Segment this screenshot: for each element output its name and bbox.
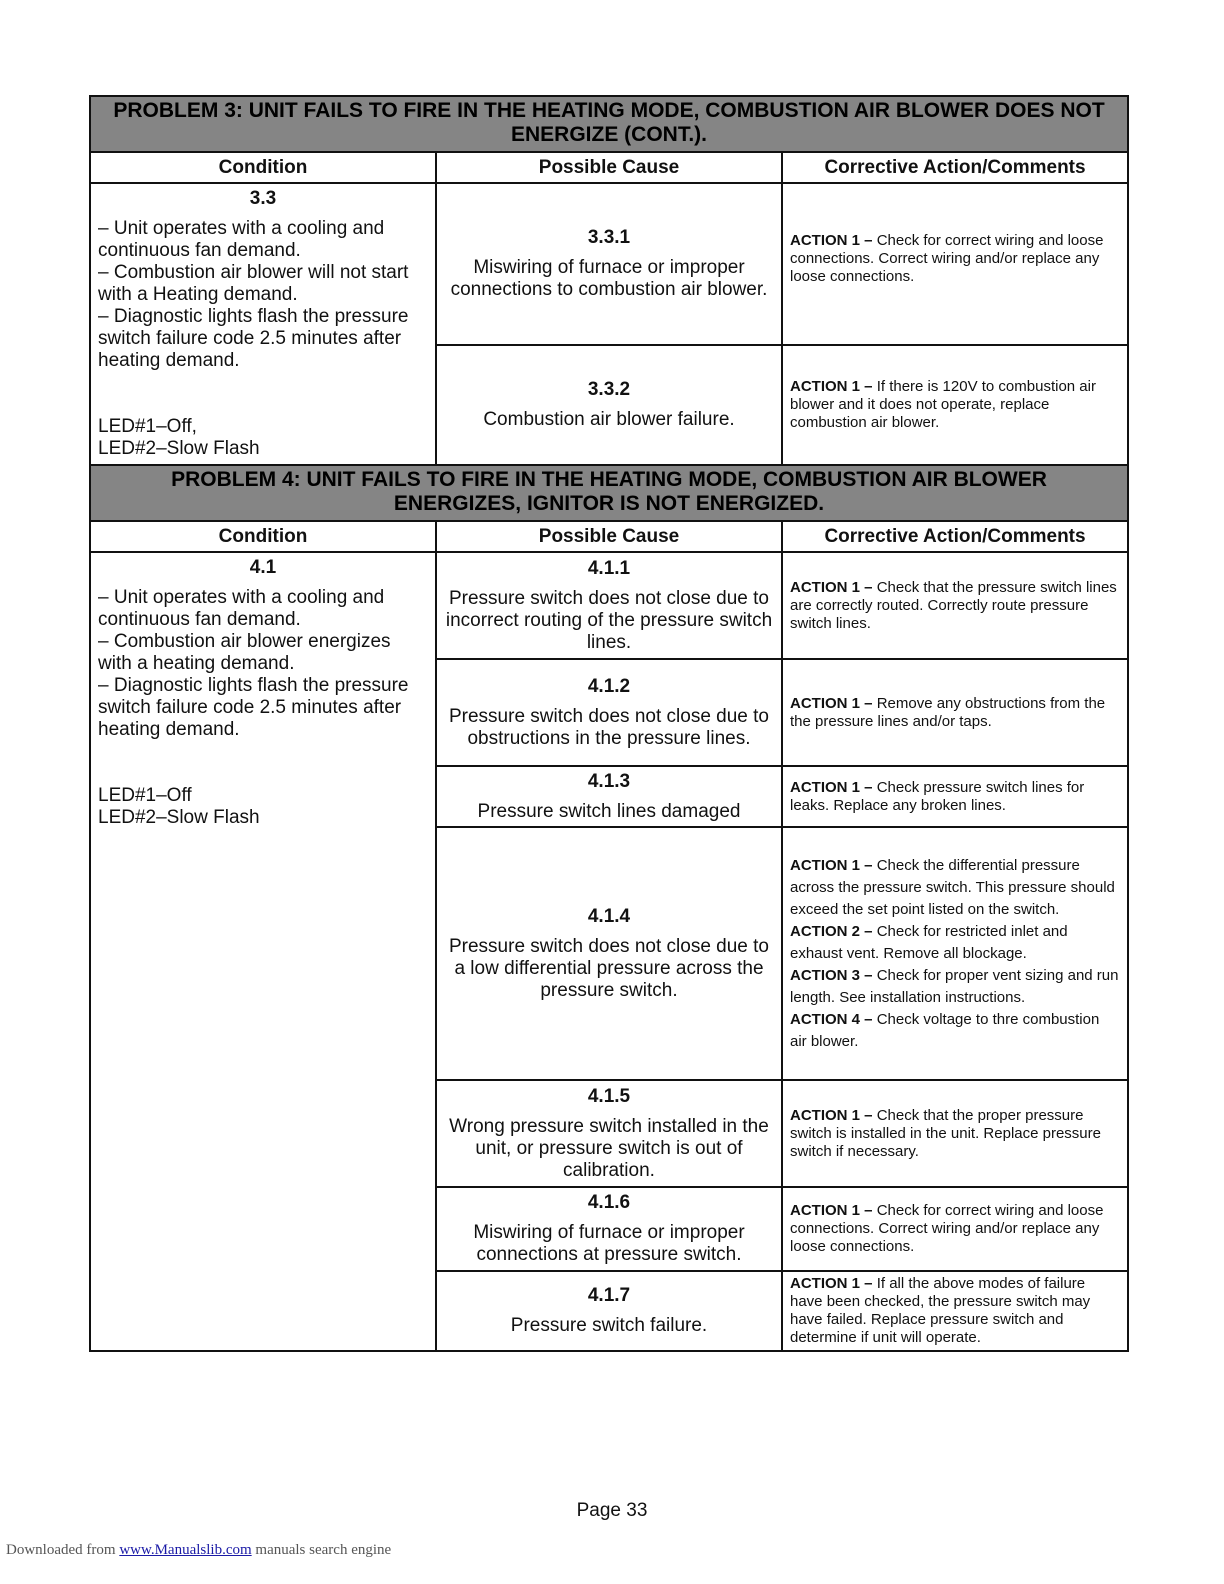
p3-condition-cell [90,183,436,465]
cause-text: Pressure switch failure. [510,1315,708,1336]
p3-header-action: Corrective Action/Comments [782,152,1128,183]
action-cell [782,1271,1128,1351]
action-label: ACTION 4 – [790,1010,873,1028]
cause-cell [436,1187,782,1271]
action-cell [782,552,1128,659]
cause-text: Pressure switch lines damaged [477,800,741,822]
cause-cell [436,766,782,827]
action-text: Check for correct wiring and loose connections. Correct wiring and/or replace any loose connections. [790,232,1104,285]
action-cell [782,659,1128,766]
action-text: Check voltage to thre combustion air blower. [790,1010,1100,1050]
led2-status: LED#2–Slow Flash [98,438,260,459]
problem4-banner: PROBLEM 4: UNIT FAILS TO FIRE IN THE HEATING MODE, COMBUSTION AIR BLOWER ENERGIZES, IGNITOR IS NOT ENERGIZED. [90,465,1128,521]
cause-text: Pressure switch does not close due to obstructions in the pressure lines. [448,705,769,749]
p4-header-cause: Possible Cause [436,521,782,552]
action-cell [782,766,1128,827]
p3-header-condition: Condition [90,152,436,183]
led2-status: LED#2–Slow Flash [98,807,260,828]
action-label: ACTION 3 – [790,966,873,984]
led1-status: LED#1–Off [98,785,192,806]
action-text: Check the differential pressure across the pressure switch. This pressure should exceed the set point listed on the switch. [790,856,1115,918]
footer-prefix: Downloaded from [6,1542,116,1558]
action-label: ACTION 1 – [790,1106,873,1124]
action-text: Check for proper vent sizing and run length. See installation instructions. [790,966,1119,1006]
action-cell [782,827,1128,1080]
cause-number: 4.1.5 [587,1085,631,1107]
action-text: If there is 120V to combustion air blower and it does not operate, replace combustion air blower. [790,378,1096,431]
p4-header-action: Corrective Action/Comments [782,521,1128,552]
condition-line: – Diagnostic lights flash the pressure switch failure code 2.5 minutes after heating demand. [98,675,409,740]
cause-cell [436,659,782,766]
condition-line: – Unit operates with a cooling and continuous fan demand. [98,218,385,261]
action-text: Remove any obstructions from the the pressure lines and/or taps. [790,694,1106,730]
cause-text: Combustion air blower failure. [483,409,735,430]
download-footer [6,1542,391,1559]
cause-number: 4.1.1 [587,557,631,579]
cause-cell [436,345,782,465]
action-text: Check pressure switch lines for leaks. Replace any broken lines. [790,778,1085,814]
condition-number: 4.1 [249,557,277,578]
action-label: ACTION 1 – [790,378,873,395]
manualslib-link[interactable]: www.Manualslib.com [119,1542,252,1558]
footer-suffix: manuals search engine [255,1542,392,1558]
action-text: Check for restricted inlet and exhaust vent. Remove all blockage. [790,922,1068,962]
p4-header-condition: Condition [90,521,436,552]
cause-cell [436,1080,782,1187]
action-text: If all the above modes of failure have been checked, the pressure switch may have failed. Replace pressure switch and determine if unit will operate. [790,1275,1091,1346]
problem3-banner: PROBLEM 3: UNIT FAILS TO FIRE IN THE HEATING MODE, COMBUSTION AIR BLOWER DOES NOT ENERGIZE (CONT.). [90,96,1128,152]
cause-number: 4.1.3 [587,770,631,792]
cause-cell [436,827,782,1080]
action-label: ACTION 2 – [790,922,873,940]
cause-number: 3.3.1 [587,227,631,248]
led1-status: LED#1–Off, [98,416,197,437]
p3-header-cause: Possible Cause [436,152,782,183]
action-text: Check that the proper pressure switch is installed in the unit. Replace pressure switch if necessary. [790,1106,1101,1160]
action-label: ACTION 1 – [790,1275,873,1292]
p4-condition-cell [90,552,436,1351]
condition-line: – Unit operates with a cooling and continuous fan demand. [98,587,385,630]
action-label: ACTION 1 – [790,778,873,796]
cause-text: Pressure switch does not close due to a low differential pressure across the pressure switch. [448,935,769,1001]
cause-text: Pressure switch does not close due to incorrect routing of the pressure switch lines. [445,587,773,653]
cause-text: Miswiring of furnace or improper connections at pressure switch. [473,1222,745,1265]
action-label: ACTION 1 – [790,232,873,249]
action-label: ACTION 1 – [790,1202,873,1219]
cause-number: 4.1.7 [587,1285,631,1306]
action-label: ACTION 1 – [790,694,873,712]
cause-cell [436,552,782,659]
condition-line: – Combustion air blower will not start with a Heating demand. [98,262,409,305]
condition-line: – Combustion air blower energizes with a heating demand. [98,631,391,674]
action-label: ACTION 1 – [790,578,873,596]
cause-text: Wrong pressure switch installed in the unit, or pressure switch is out of calibration. [449,1115,769,1181]
troubleshooting-table [89,95,1129,1352]
cause-text: Miswiring of furnace or improper connections to combustion air blower. [450,257,768,300]
cause-number: 4.1.6 [587,1192,631,1213]
cause-number: 4.1.2 [587,675,631,697]
action-cell [782,1187,1128,1271]
condition-line: – Diagnostic lights flash the pressure switch failure code 2.5 minutes after heating demand. [98,306,409,371]
action-text: Check for correct wiring and loose connections. Correct wiring and/or replace any loose connections. [790,1202,1104,1255]
cause-number: 4.1.4 [587,905,631,927]
action-text: Check that the pressure switch lines are correctly routed. Correctly route pressure switch lines. [790,578,1117,632]
action-cell [782,345,1128,465]
action-cell [782,183,1128,345]
condition-number: 3.3 [249,188,277,209]
action-label: ACTION 1 – [790,856,873,874]
page-number: Page 33 [576,1500,648,1521]
cause-cell [436,1271,782,1351]
cause-cell [436,183,782,345]
action-cell [782,1080,1128,1187]
cause-number: 3.3.2 [587,379,631,400]
